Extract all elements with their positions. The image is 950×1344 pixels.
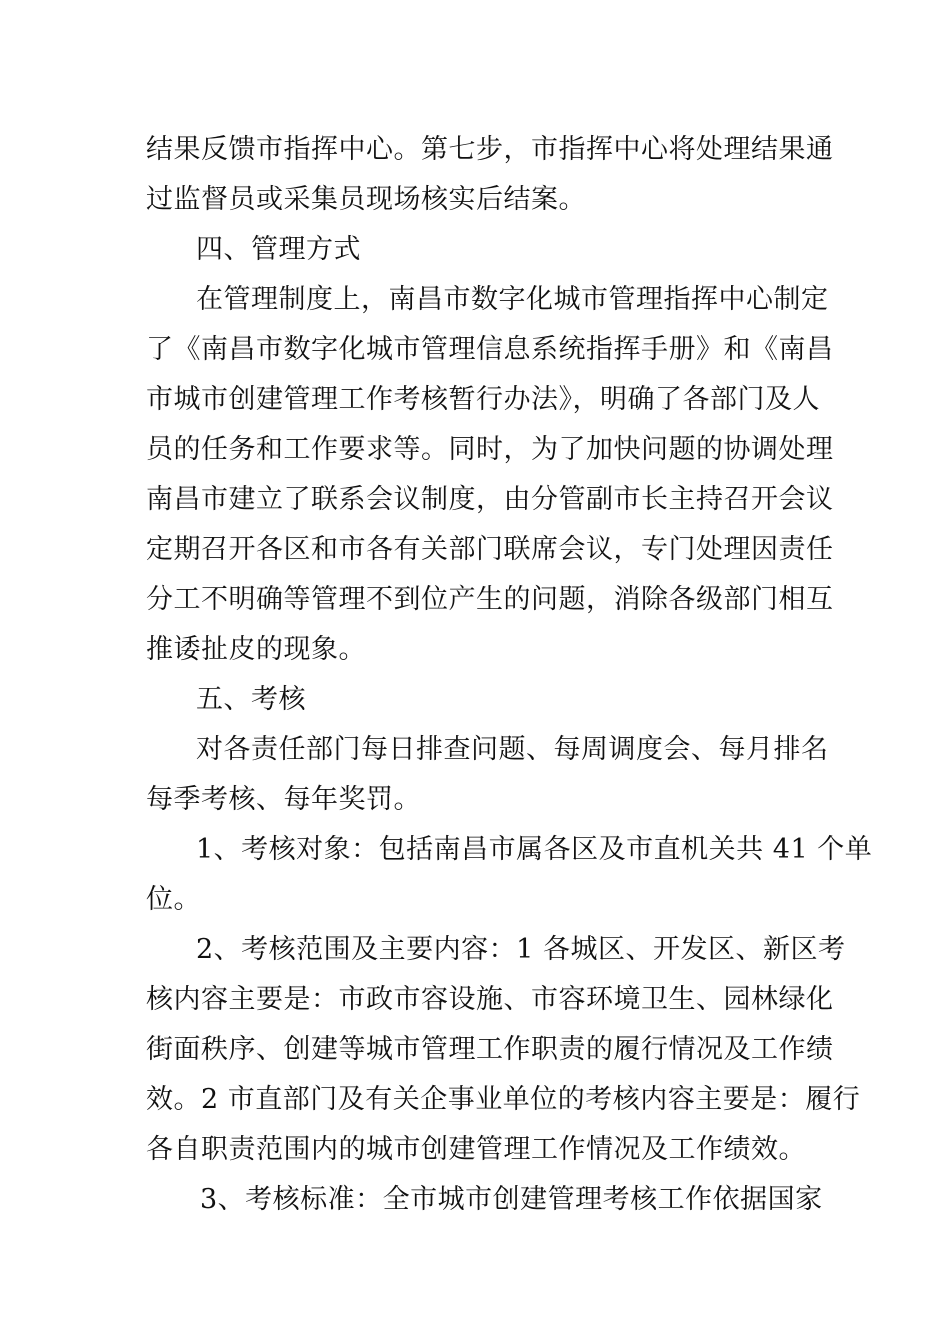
text-line: 每季考核、每年奖罚。	[146, 784, 421, 815]
text-line: 定期召开各区和市各有关部门联席会议，专门处理因责任	[146, 534, 834, 565]
text-line: 推诿扯皮的现象。	[146, 634, 366, 665]
section-heading: 五、考核	[196, 684, 306, 715]
text-line: 3、考核标准：全市城市创建管理考核工作依据国家	[200, 1184, 823, 1215]
text-line: 核内容主要是：市政市容设施、市容环境卫生、园林绿化	[146, 984, 834, 1015]
text-line: 效。2 市直部门及有关企事业单位的考核内容主要是：履行	[146, 1084, 861, 1115]
text-line: 各自职责范围内的城市创建管理工作情况及工作绩效。	[146, 1134, 806, 1165]
text-line: 对各责任部门每日排查问题、每周调度会、每月排名	[196, 734, 829, 765]
text-line: 结果反馈市指挥中心。第七步，市指挥中心将处理结果通	[146, 134, 834, 165]
text-line: 了《南昌市数字化城市管理信息系统指挥手册》和《南昌	[146, 334, 834, 365]
text-line: 分工不明确等管理不到位产生的问题，消除各级部门相互	[146, 584, 834, 615]
text-line: 1、考核对象：包括南昌市属各区及市直机关共 41 个单	[196, 834, 873, 865]
text-line: 员的任务和工作要求等。同时，为了加快问题的协调处理	[146, 434, 834, 465]
text-line: 在管理制度上，南昌市数字化城市管理指挥中心制定	[196, 284, 829, 315]
text-line: 2、考核范围及主要内容：1 各城区、开发区、新区考	[196, 934, 846, 965]
text-line: 过监督员或采集员现场核实后结案。	[146, 184, 586, 215]
text-line: 位。	[146, 884, 201, 915]
section-heading: 四、管理方式	[196, 234, 361, 265]
text-line: 街面秩序、创建等城市管理工作职责的履行情况及工作绩	[146, 1034, 834, 1065]
text-line: 南昌市建立了联系会议制度，由分管副市长主持召开会议	[146, 484, 834, 515]
text-line: 市城市创建管理工作考核暂行办法》，明确了各部门及人	[146, 384, 820, 415]
